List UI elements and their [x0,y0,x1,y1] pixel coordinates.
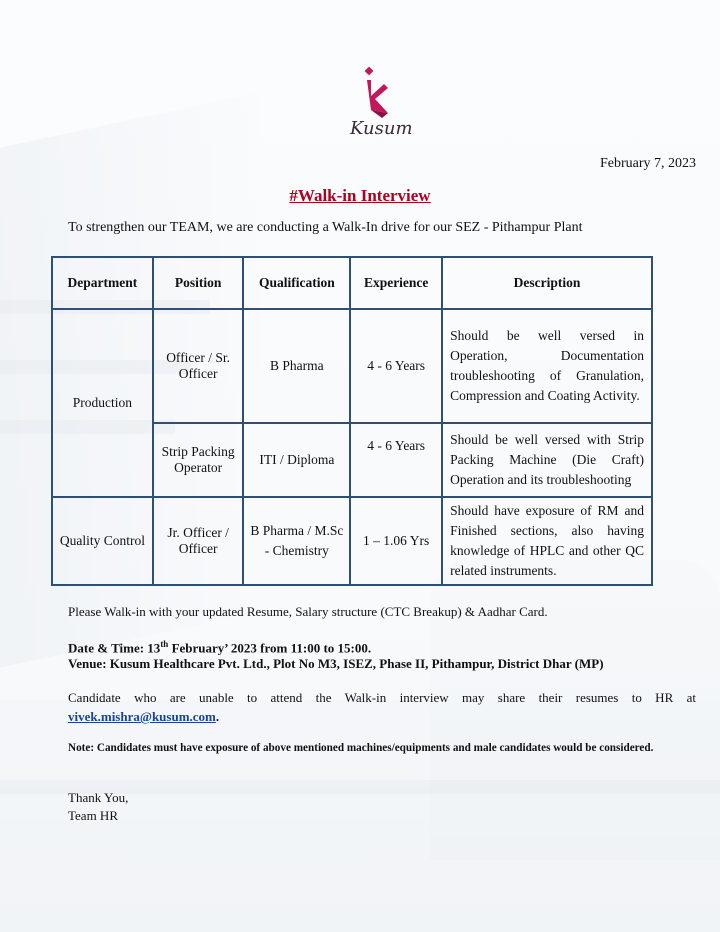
note-text: Note: Candidates must have exposure of above mentioned machines/equipments and male candidates would be considered. [68,742,654,754]
hr-email-link[interactable]: vivek.mishra@kusum.com [68,709,216,724]
table-row [52,309,652,423]
intro-text: To strengthen our TEAM, we are conducting a Walk-In drive for our SEZ - Pithampur Plant [68,220,583,235]
letter-date: February 7, 2023 [599,156,696,171]
description-cell: Should be well versed in Operation, Documentation troubleshooting of Granulation, Compression and Coating Activity. [442,309,652,423]
experience-cell: 4 - 6 Years [350,309,442,423]
email-line: vivek.mishra@kusum.com. [68,709,220,724]
qualification-cell: B Pharma / M.Sc - Chemistry [243,497,350,585]
description-cell: Should have exposure of RM and Finished sections, also having knowledge of HPLC and other QC related instruments. [442,497,652,585]
column-header: Department [52,257,153,309]
sign-off-thanks: Thank You, [68,790,129,805]
department-cell: Production [52,309,153,497]
date-time-line: Date & Time: 13th February’ 2023 from 11:00 to 15:00. [68,639,372,656]
venue-line: Venue: Kusum Healthcare Pvt. Ltd., Plot No M3, ISEZ, Phase II, Pithampur, District Dhar (MP) [68,656,604,671]
experience-cell: 1 – 1.06 Yrs [350,497,442,585]
logo-wordmark: Kusum [350,118,413,139]
position-cell: Strip Packing Operator [153,423,244,497]
column-header: Qualification [243,257,350,309]
position-cell: Officer / Sr. Officer [153,309,244,423]
description-cell: Should be well versed with Strip Packing Machine (Die Craft) Operation and its troubleshooting [442,423,652,497]
column-header: Position [153,257,244,309]
qualification-cell: ITI / Diploma [243,423,350,497]
column-header: Experience [350,257,442,309]
sign-off-team: Team HR [68,808,118,823]
qualification-cell: B Pharma [243,309,350,423]
table-header-row [52,257,652,309]
position-cell: Jr. Officer / Officer [153,497,244,585]
jobs-table [51,256,653,586]
table-row [52,497,652,585]
walkin-instructions: Please Walk-in with your updated Resume, Salary structure (CTC Breakup) & Aadhar Card. [68,604,548,619]
column-header: Description [442,257,652,309]
department-cell: Quality Control [52,497,153,585]
experience-cell: 4 - 6 Years [350,423,442,497]
page-title: #Walk-in Interview [289,186,431,205]
share-resume-text: Candidate who are unable to attend the Walk-in interview may share their resumes to HR at [68,690,696,705]
